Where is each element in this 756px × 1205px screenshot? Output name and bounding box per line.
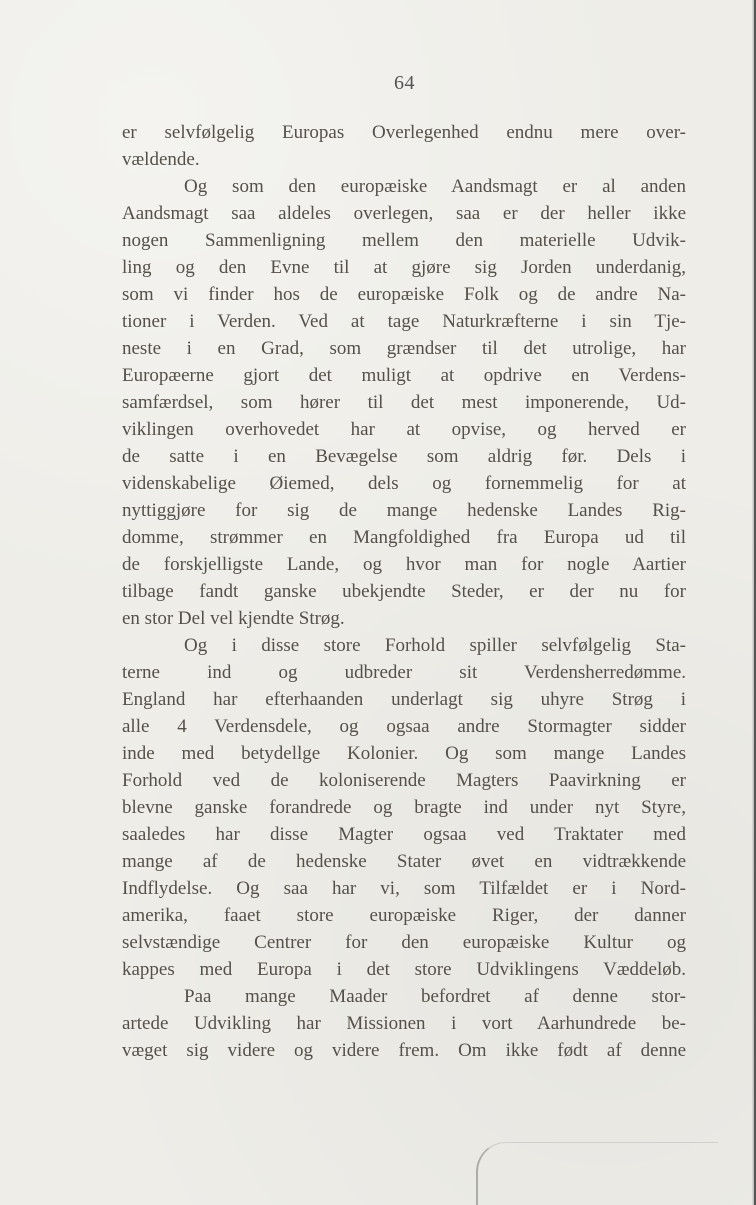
text-line-27: saaledes har disse Magter ogsaa ved Traktater med [122,824,686,845]
text-line-20: Og i disse store Forhold spiller selvfølgelig Sta- [184,635,686,656]
text-line-35: væget sig videre og videre frem. Om ikke født af denne [122,1040,686,1061]
text-line-32: kappes med Europa i det store Udviklingens Væddeløb. [122,959,686,980]
text-line-30: amerika, faaet store europæiske Riger, der danner [122,905,686,926]
page-scratch-mark [476,1142,718,1205]
text-line-34: artede Udvikling har Missionen i vort Aarhundrede be- [122,1013,686,1034]
text-line-15: nyttiggjøre for sig de mange hedenske Landes Rig- [122,500,686,521]
text-line-24: inde med betydellge Kolonier. Og som mange Landes [122,743,686,764]
text-line-9: neste i en Grad, som grændser til det utrolige, har [122,338,686,359]
text-line-25: Forhold ved de koloniserende Magters Paavirkning er [122,770,686,791]
text-line-6: ling og den Evne til at gjøre sig Jorden underdanig, [122,257,686,278]
text-line-17: de forskjelligste Lande, og hvor man for nogle Aartier [122,554,686,575]
text-line-33: Paa mange Maader befordret af denne stor- [184,986,686,1007]
text-line-16: domme, strømmer en Mangfoldighed fra Europa ud til [122,527,686,548]
text-line-8: tioner i Verden. Ved at tage Naturkræfterne i sin Tje- [122,311,686,332]
text-line-11: samfærdsel, som hører til det mest imponerende, Ud- [122,392,686,413]
text-line-12: viklingen overhovedet har at opvise, og herved er [122,419,686,440]
text-line-21: terne ind og udbreder sit Verdensherredømme. [122,662,686,683]
text-line-31: selvstændige Centrer for den europæiske Kultur og [122,932,686,953]
text-line-13: de satte i en Bevægelse som aldrig før. Dels i [122,446,686,467]
text-line-14: videnskabelige Øiemed, dels og fornemmelig for at [122,473,686,494]
text-line-19: en stor Del vel kjendte Strøg. [122,608,345,629]
text-line-1: er selvfølgelig Europas Overlegenhed endnu mere over- [122,122,686,143]
text-line-23: alle 4 Verdensdele, og ogsaa andre Stormagter sidder [122,716,686,737]
text-line-28: mange af de hedenske Stater øvet en vidtrækkende [122,851,686,872]
text-line-2: vældende. [122,149,200,170]
page-number: 64 [394,72,415,94]
text-line-5: nogen Sammenligning mellem den materielle Udvik- [122,230,686,251]
text-line-10: Europæerne gjort det muligt at opdrive en Verdens- [122,365,686,386]
text-line-3: Og som den europæiske Aandsmagt er al anden [184,176,686,197]
right-page-edge [752,0,756,1205]
text-line-18: tilbage fandt ganske ubekjendte Steder, er der nu for [122,581,686,602]
text-line-29: Indflydelse. Og saa har vi, som Tilfældet er i Nord- [122,878,686,899]
text-line-22: England har efterhaanden underlagt sig uhyre Strøg i [122,689,686,710]
text-line-7: som vi finder hos de europæiske Folk og de andre Na- [122,284,686,305]
text-line-4: Aandsmagt saa aldeles overlegen, saa er der heller ikke [122,203,686,224]
text-line-26: blevne ganske forandrede og bragte ind under nyt Styre, [122,797,686,818]
body-text [122,119,686,1064]
